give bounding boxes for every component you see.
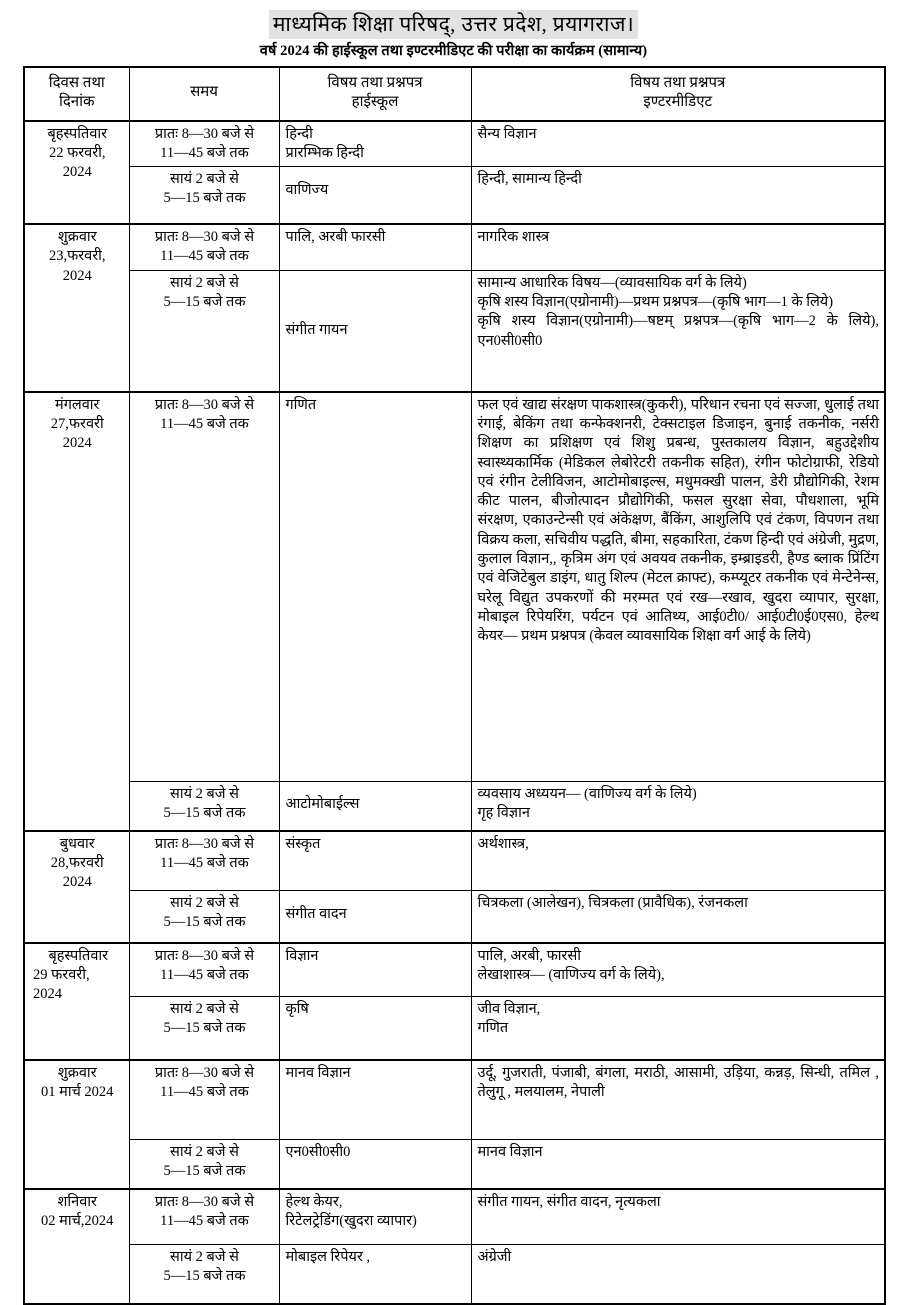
time-line2: 11—45 बजे तक bbox=[160, 248, 249, 265]
highschool-subject-cell bbox=[279, 943, 471, 997]
time-line2: 11—45 बजे तक bbox=[160, 967, 249, 984]
intermediate-subject-cell bbox=[471, 996, 885, 1060]
time-cell bbox=[129, 1189, 279, 1245]
intermediate-subject-cell bbox=[471, 890, 885, 943]
table-row bbox=[24, 392, 885, 782]
intermediate-subject-cell bbox=[471, 1060, 885, 1140]
time-line1: सायं 2 बजे से bbox=[170, 274, 239, 291]
highschool-subject-cell bbox=[279, 121, 471, 167]
time-cell bbox=[129, 1139, 279, 1189]
time-line1: प्रातः 8—30 बजे से bbox=[154, 1193, 255, 1210]
time-cell bbox=[129, 943, 279, 997]
highschool-subject-cell bbox=[279, 1244, 471, 1304]
subject-line: नागरिक शास्त्र bbox=[477, 229, 550, 246]
table-header bbox=[24, 67, 885, 121]
table-row bbox=[24, 1060, 885, 1140]
intermediate-subject-cell bbox=[471, 1244, 885, 1304]
intermediate-subject-cell bbox=[471, 781, 885, 831]
time-cell bbox=[129, 996, 279, 1060]
time-line1: प्रातः 8—30 बजे से bbox=[154, 835, 255, 852]
time-cell bbox=[129, 1060, 279, 1140]
day-date-header-line2: दिनांक bbox=[58, 94, 95, 111]
intermediate-subject-cell bbox=[471, 831, 885, 891]
highschool-subject-cell bbox=[279, 392, 471, 782]
day-date-cell bbox=[24, 121, 129, 225]
time-line2: 5—15 बजे तक bbox=[163, 294, 246, 311]
time-cell bbox=[129, 1244, 279, 1304]
time-line1: प्रातः 8—30 बजे से bbox=[154, 396, 255, 413]
time-cell bbox=[129, 392, 279, 782]
subject-line: मानव विज्ञान bbox=[477, 1143, 543, 1160]
subject-line: आटोमोबाईल्स bbox=[285, 795, 360, 812]
subject-line: जीव विज्ञान, bbox=[477, 1000, 541, 1017]
column-header-day-date bbox=[24, 67, 129, 121]
day-date-header-line1: दिवस तथा bbox=[48, 74, 105, 91]
subject-line: कृषि bbox=[285, 1000, 309, 1017]
table-row bbox=[24, 270, 885, 392]
subject-line: कृषि शस्य विज्ञान(एग्रोनामी)—प्रथम प्रश्नपत्र—(कृषि भाग—1 के लिये) bbox=[477, 294, 834, 311]
subject-line: पालि, अरबी फारसी bbox=[285, 229, 386, 246]
intermediate-subject-cell bbox=[471, 1139, 885, 1189]
day-year: 2024 bbox=[62, 164, 92, 181]
subject-line: अंग्रेजी bbox=[477, 1248, 512, 1265]
time-line2: 11—45 बजे तक bbox=[160, 144, 249, 161]
day-date: 29 फरवरी, bbox=[33, 967, 90, 984]
day-date: 22 फरवरी, bbox=[48, 144, 106, 161]
table-row bbox=[24, 224, 885, 270]
day-name: बृहस्पतिवार bbox=[47, 125, 108, 142]
highschool-subject-cell bbox=[279, 224, 471, 270]
table-row bbox=[24, 943, 885, 997]
subject-line: गणित bbox=[285, 396, 317, 413]
time-line1: प्रातः 8—30 बजे से bbox=[154, 947, 255, 964]
highschool-header-line2: हाईस्कूल bbox=[351, 94, 399, 111]
table-row bbox=[24, 890, 885, 943]
subject-line: मोबाइल रिपेयर , bbox=[285, 1248, 371, 1265]
vocational-subject-list: फल एवं खाद्य संरक्षण पाकशास्त्र(कुकरी), परिधान रचना एवं सज्जा, धुलाई तथा रंगाई, बेकिंग तथा कन्फेक्शनरी, टेक्सटाइल डिजाइन, बुनाई तकनीक, नर्सरी शिक्षण का प्रशिक्षण एवं शिशु प्रबन्ध, पुस्तकालय विज्ञान, बहुउद्देशीय स्वास्थ्यकार्मिक (मेडिकल लेबोरेटरी तकनीक सहित), रंगीन फोटोग्राफी, रेडियो एवं रंगीन टेलीविजन, आटोमोबाइल्स, मधुमक्खी पालन, डेरी प्रौद्योगिकी, रेशम कीट पालन, बीजोत्पादन प्रौद्योगिकी, फसल सुरक्षा सेवा, पौधशाला, भूमि संरक्षण, एकाउन्टेन्सी एवं अंकेक्षण, बैंकिंग, आशुलिपि एवं टंकण, विपणन तथा विक्रय कला, सचिवीय पद्धति, बीमा, सहकारिता, टंकण हिन्दी एवं अंग्रेजी, मुद्रण, कुलाल विज्ञान,, कृत्रिम अंग एवं अवयव तकनीक, इम्ब्राइडरी, हैण्ड ब्लाक प्रिंटिंग एवं वेजिटेबुल डाइंग, धातु शिल्प (मेटल क्राफ्ट), कम्प्यूटर तकनीक एवं मेन्टेनेन्स, घरेलू विद्युत उपकरणों की मरम्मत एवं रख—रखाव, खुदरा व्यापार, सुरक्षा, मोबाइल रिपेयरिंग, पर्यटन एवं आतिथ्य, आई0टी0/ आई0टी0ई0एस0, हेल्थ केयर— प्रथम प्रश्नपत्र (केवल व्यावसायिक शिक्षा वर्ग आई के लिये) bbox=[477, 396, 879, 645]
intermediate-subject-cell bbox=[471, 943, 885, 997]
table-row bbox=[24, 831, 885, 891]
day-name: शनिवार bbox=[57, 1193, 97, 1210]
subject-line: संगीत वादन bbox=[285, 905, 347, 922]
time-cell bbox=[129, 831, 279, 891]
day-name: बृहस्पतिवार bbox=[48, 947, 109, 964]
day-name: शुक्रवार bbox=[57, 1064, 97, 1081]
intermediate-header-line2: इण्टरमीडिएट bbox=[643, 94, 713, 111]
highschool-subject-cell bbox=[279, 831, 471, 891]
intermediate-header-line1: विषय तथा प्रश्नपत्र bbox=[630, 74, 726, 91]
time-line2: 5—15 बजे तक bbox=[163, 1268, 246, 1285]
subject-line: सामान्य आधारिक विषय—(व्यावसायिक वर्ग के लिये) bbox=[477, 274, 747, 291]
page-title: माध्यमिक शिक्षा परिषद्, उत्तर प्रदेश, प्रयागराज। bbox=[269, 10, 638, 39]
time-line1: प्रातः 8—30 बजे से bbox=[154, 125, 255, 142]
day-date-cell bbox=[24, 392, 129, 831]
day-year: 2024 bbox=[62, 435, 92, 452]
day-date-cell bbox=[24, 1060, 129, 1189]
highschool-subject-cell bbox=[279, 781, 471, 831]
subject-line: उर्दू, गुजराती, पंजाबी, बंगला, मराठी, आसामी, उड़िया, कन्नड़, सिन्धी, तमिल , तेलुगू , मलयालम, नेपाली bbox=[477, 1064, 879, 1101]
intermediate-subject-cell bbox=[471, 392, 885, 782]
subject-line: हेल्थ केयर, bbox=[285, 1193, 343, 1210]
column-header-time: समय bbox=[129, 67, 279, 121]
time-line2: 11—45 बजे तक bbox=[160, 1213, 249, 1230]
intermediate-subject-cell bbox=[471, 270, 885, 392]
highschool-subject-cell bbox=[279, 167, 471, 225]
subject-line: रिटेलट्रेडिंग(खुदरा व्यापार) bbox=[285, 1213, 417, 1230]
subject-line: संगीत गायन, संगीत वादन, नृत्यकला bbox=[477, 1193, 661, 1210]
intermediate-subject-cell bbox=[471, 224, 885, 270]
time-line2: 5—15 बजे तक bbox=[163, 190, 246, 207]
time-cell bbox=[129, 890, 279, 943]
highschool-header-line1: विषय तथा प्रश्नपत्र bbox=[327, 74, 423, 91]
time-line2: 11—45 बजे तक bbox=[160, 855, 249, 872]
time-line1: प्रातः 8—30 बजे से bbox=[154, 229, 255, 246]
time-cell bbox=[129, 781, 279, 831]
subject-line: वाणिज्य bbox=[285, 182, 329, 199]
highschool-subject-cell bbox=[279, 890, 471, 943]
table-row bbox=[24, 1139, 885, 1189]
subject-line: संगीत गायन bbox=[285, 321, 348, 338]
table-row bbox=[24, 781, 885, 831]
day-year: 2024 bbox=[62, 267, 92, 284]
time-cell bbox=[129, 121, 279, 167]
table-row bbox=[24, 996, 885, 1060]
time-line2: 5—15 बजे तक bbox=[163, 1163, 246, 1180]
subject-line: प्रारम्भिक हिन्दी bbox=[285, 144, 364, 161]
day-date: 23,फरवरी, bbox=[48, 248, 106, 265]
time-line2: 5—15 बजे तक bbox=[163, 914, 246, 931]
time-cell bbox=[129, 167, 279, 225]
subject-line: चित्रकला (आलेखन), चित्रकला (प्रावैधिक), रंजनकला bbox=[477, 894, 748, 911]
table-row bbox=[24, 121, 885, 167]
time-line1: सायं 2 बजे से bbox=[170, 171, 239, 188]
day-date-cell bbox=[24, 1189, 129, 1304]
intermediate-subject-cell bbox=[471, 1189, 885, 1245]
time-line1: सायं 2 बजे से bbox=[170, 1248, 239, 1265]
intermediate-subject-cell bbox=[471, 167, 885, 225]
day-date: 27,फरवरी bbox=[50, 416, 104, 433]
highschool-subject-cell bbox=[279, 996, 471, 1060]
time-line2: 11—45 बजे तक bbox=[160, 416, 249, 433]
highschool-subject-cell bbox=[279, 1189, 471, 1245]
subject-line: गणित bbox=[477, 1020, 509, 1037]
day-year: 2024 bbox=[33, 986, 62, 1003]
time-line1: सायं 2 बजे से bbox=[170, 894, 239, 911]
subject-line: संस्कृत bbox=[285, 835, 321, 852]
day-date: 01 मार्च 2024 bbox=[41, 1084, 114, 1101]
subject-line: कृषि शस्य विज्ञान(एग्रोनामी)—षष्टम् प्रश्नपत्र—(कृषि भाग—2 के लिये), एन0सी0सी0 bbox=[477, 313, 879, 349]
header-row bbox=[24, 67, 885, 121]
intermediate-subject-cell bbox=[471, 121, 885, 167]
day-date-cell bbox=[24, 224, 129, 392]
time-line2: 11—45 बजे तक bbox=[160, 1084, 249, 1101]
table-row bbox=[24, 1244, 885, 1304]
subject-line: व्यवसाय अध्ययन— (वाणिज्य वर्ग के लिये) bbox=[477, 785, 697, 802]
exam-schedule-table bbox=[23, 66, 886, 1305]
subject-line: विज्ञान bbox=[285, 947, 319, 964]
highschool-subject-cell bbox=[279, 1060, 471, 1140]
subject-line: मानव विज्ञान bbox=[285, 1064, 351, 1081]
subject-line: गृह विज्ञान bbox=[477, 805, 530, 822]
time-line2: 5—15 बजे तक bbox=[163, 805, 246, 822]
day-date-cell bbox=[24, 943, 129, 1060]
subject-line: हिन्दी, सामान्य हिन्दी bbox=[477, 171, 582, 188]
table-body bbox=[24, 121, 885, 1304]
subject-line: लेखाशास्त्र— (वाणिज्य वर्ग के लिये), bbox=[477, 967, 665, 984]
column-header-highschool bbox=[279, 67, 471, 121]
day-year: 2024 bbox=[62, 874, 92, 891]
time-line1: प्रातः 8—30 बजे से bbox=[154, 1064, 255, 1081]
subject-line: एन0सी0सी0 bbox=[285, 1143, 351, 1160]
day-date: 02 मार्च,2024 bbox=[41, 1213, 114, 1230]
time-line1: सायं 2 बजे से bbox=[170, 1000, 239, 1017]
highschool-subject-cell bbox=[279, 270, 471, 392]
time-line1: सायं 2 बजे से bbox=[170, 1143, 239, 1160]
day-date-cell bbox=[24, 831, 129, 943]
column-header-intermediate bbox=[471, 67, 885, 121]
subject-line: हिन्दी bbox=[285, 125, 313, 142]
highschool-subject-cell bbox=[279, 1139, 471, 1189]
time-line1: सायं 2 बजे से bbox=[170, 785, 239, 802]
subject-line: पालि, अरबी, फारसी bbox=[477, 947, 582, 964]
time-cell bbox=[129, 270, 279, 392]
day-date: 28,फरवरी bbox=[50, 855, 104, 872]
table-row bbox=[24, 1189, 885, 1245]
day-name: मंगलवार bbox=[55, 396, 100, 413]
time-line2: 5—15 बजे तक bbox=[163, 1020, 246, 1037]
page-subtitle: वर्ष 2024 की हाईस्कूल तथा इण्टरमीडिएट की परीक्षा का कार्यक्रम (सामान्य) bbox=[259, 43, 648, 60]
subject-line: अर्थशास्त्र, bbox=[477, 835, 529, 852]
time-cell bbox=[129, 224, 279, 270]
day-name: बुधवार bbox=[59, 835, 95, 852]
table-row bbox=[24, 167, 885, 225]
day-name: शुक्रवार bbox=[57, 229, 97, 246]
title-block bbox=[23, 6, 884, 39]
subject-line: सैन्य विज्ञान bbox=[477, 125, 537, 142]
